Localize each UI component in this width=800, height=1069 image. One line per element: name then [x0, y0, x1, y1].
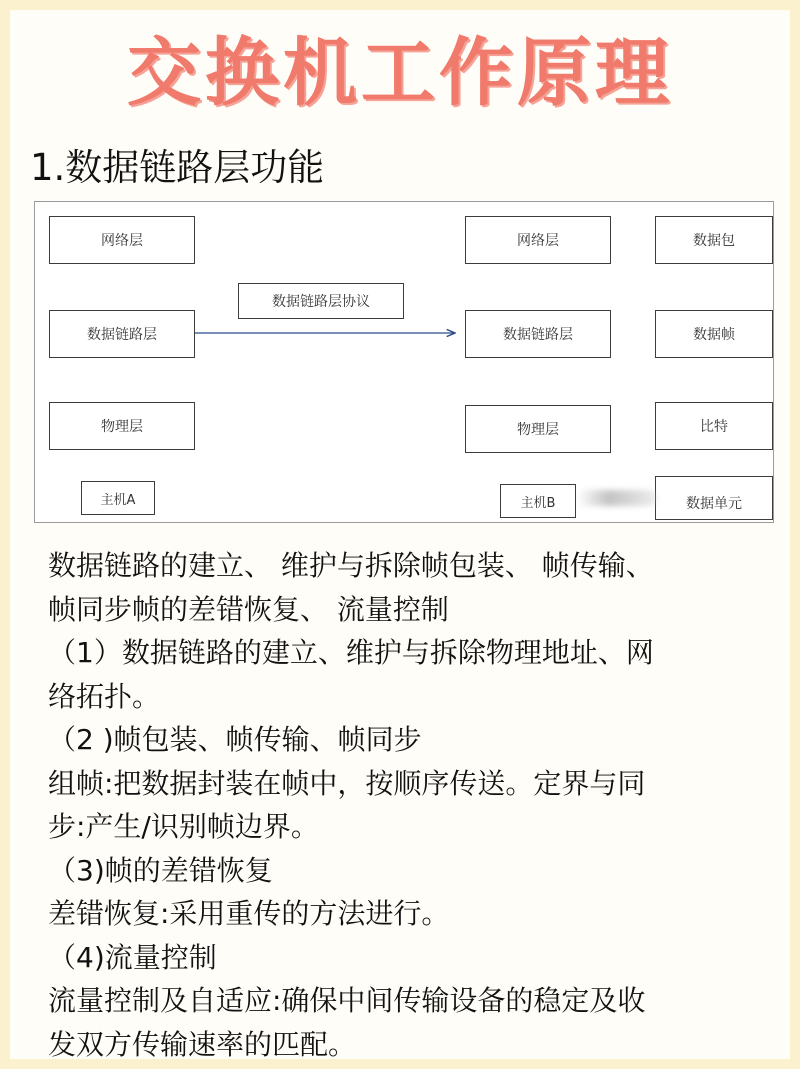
body-line: （4)流量控制: [48, 940, 217, 974]
body-line: 络拓扑。: [48, 679, 161, 713]
host-b-network-layer: 网络层: [465, 216, 611, 264]
unit-frame: 数据帧: [655, 310, 773, 358]
watermark-blur: [577, 490, 657, 506]
page: [10, 10, 790, 1059]
body-text: [48, 544, 768, 1066]
section-heading: 1.数据链路层功能: [30, 146, 325, 189]
unit-data-unit: 数据单元: [655, 476, 773, 520]
body-line: 差错恢复:采用重传的方法进行。: [48, 897, 450, 930]
host-a-physical-layer: 物理层: [49, 402, 195, 450]
host-b-label: 主机B: [500, 484, 576, 518]
host-b-physical-layer: 物理层: [465, 405, 611, 453]
host-a-data-link-layer: 数据链路层: [49, 310, 195, 358]
body-line: 帧同步帧的差错恢复、 流量控制: [48, 592, 449, 626]
protocol-diagram: [34, 201, 774, 523]
body-line: 数据链路的建立、 维护与拆除帧包装、 帧传输、: [48, 549, 654, 582]
unit-packet: 数据包: [655, 216, 773, 264]
body-line: （1）数据链路的建立、维护与拆除物理地址、网: [48, 636, 654, 669]
host-b-data-link-layer: 数据链路层: [465, 310, 611, 358]
host-a-network-layer: 网络层: [49, 216, 195, 264]
body-line: 流量控制及自适应:确保中间传输设备的稳定及收: [48, 984, 646, 1017]
page-title: 交换机工作原理: [127, 30, 673, 116]
protocol-label: 数据链路层协议: [238, 283, 404, 319]
body-line: 组帧:把数据封装在帧中，按顺序传送。定界与同: [48, 766, 646, 800]
body-line: （3)帧的差错恢复: [48, 853, 273, 887]
body-line: 发双方传输速率的匹配。: [48, 1027, 357, 1061]
unit-bit: 比特: [655, 402, 773, 450]
host-a-label: 主机A: [81, 481, 155, 515]
body-line: （2 )帧包装、帧传输、帧同步: [48, 723, 422, 756]
body-line: 步:产生/识别帧边界。: [48, 810, 319, 843]
